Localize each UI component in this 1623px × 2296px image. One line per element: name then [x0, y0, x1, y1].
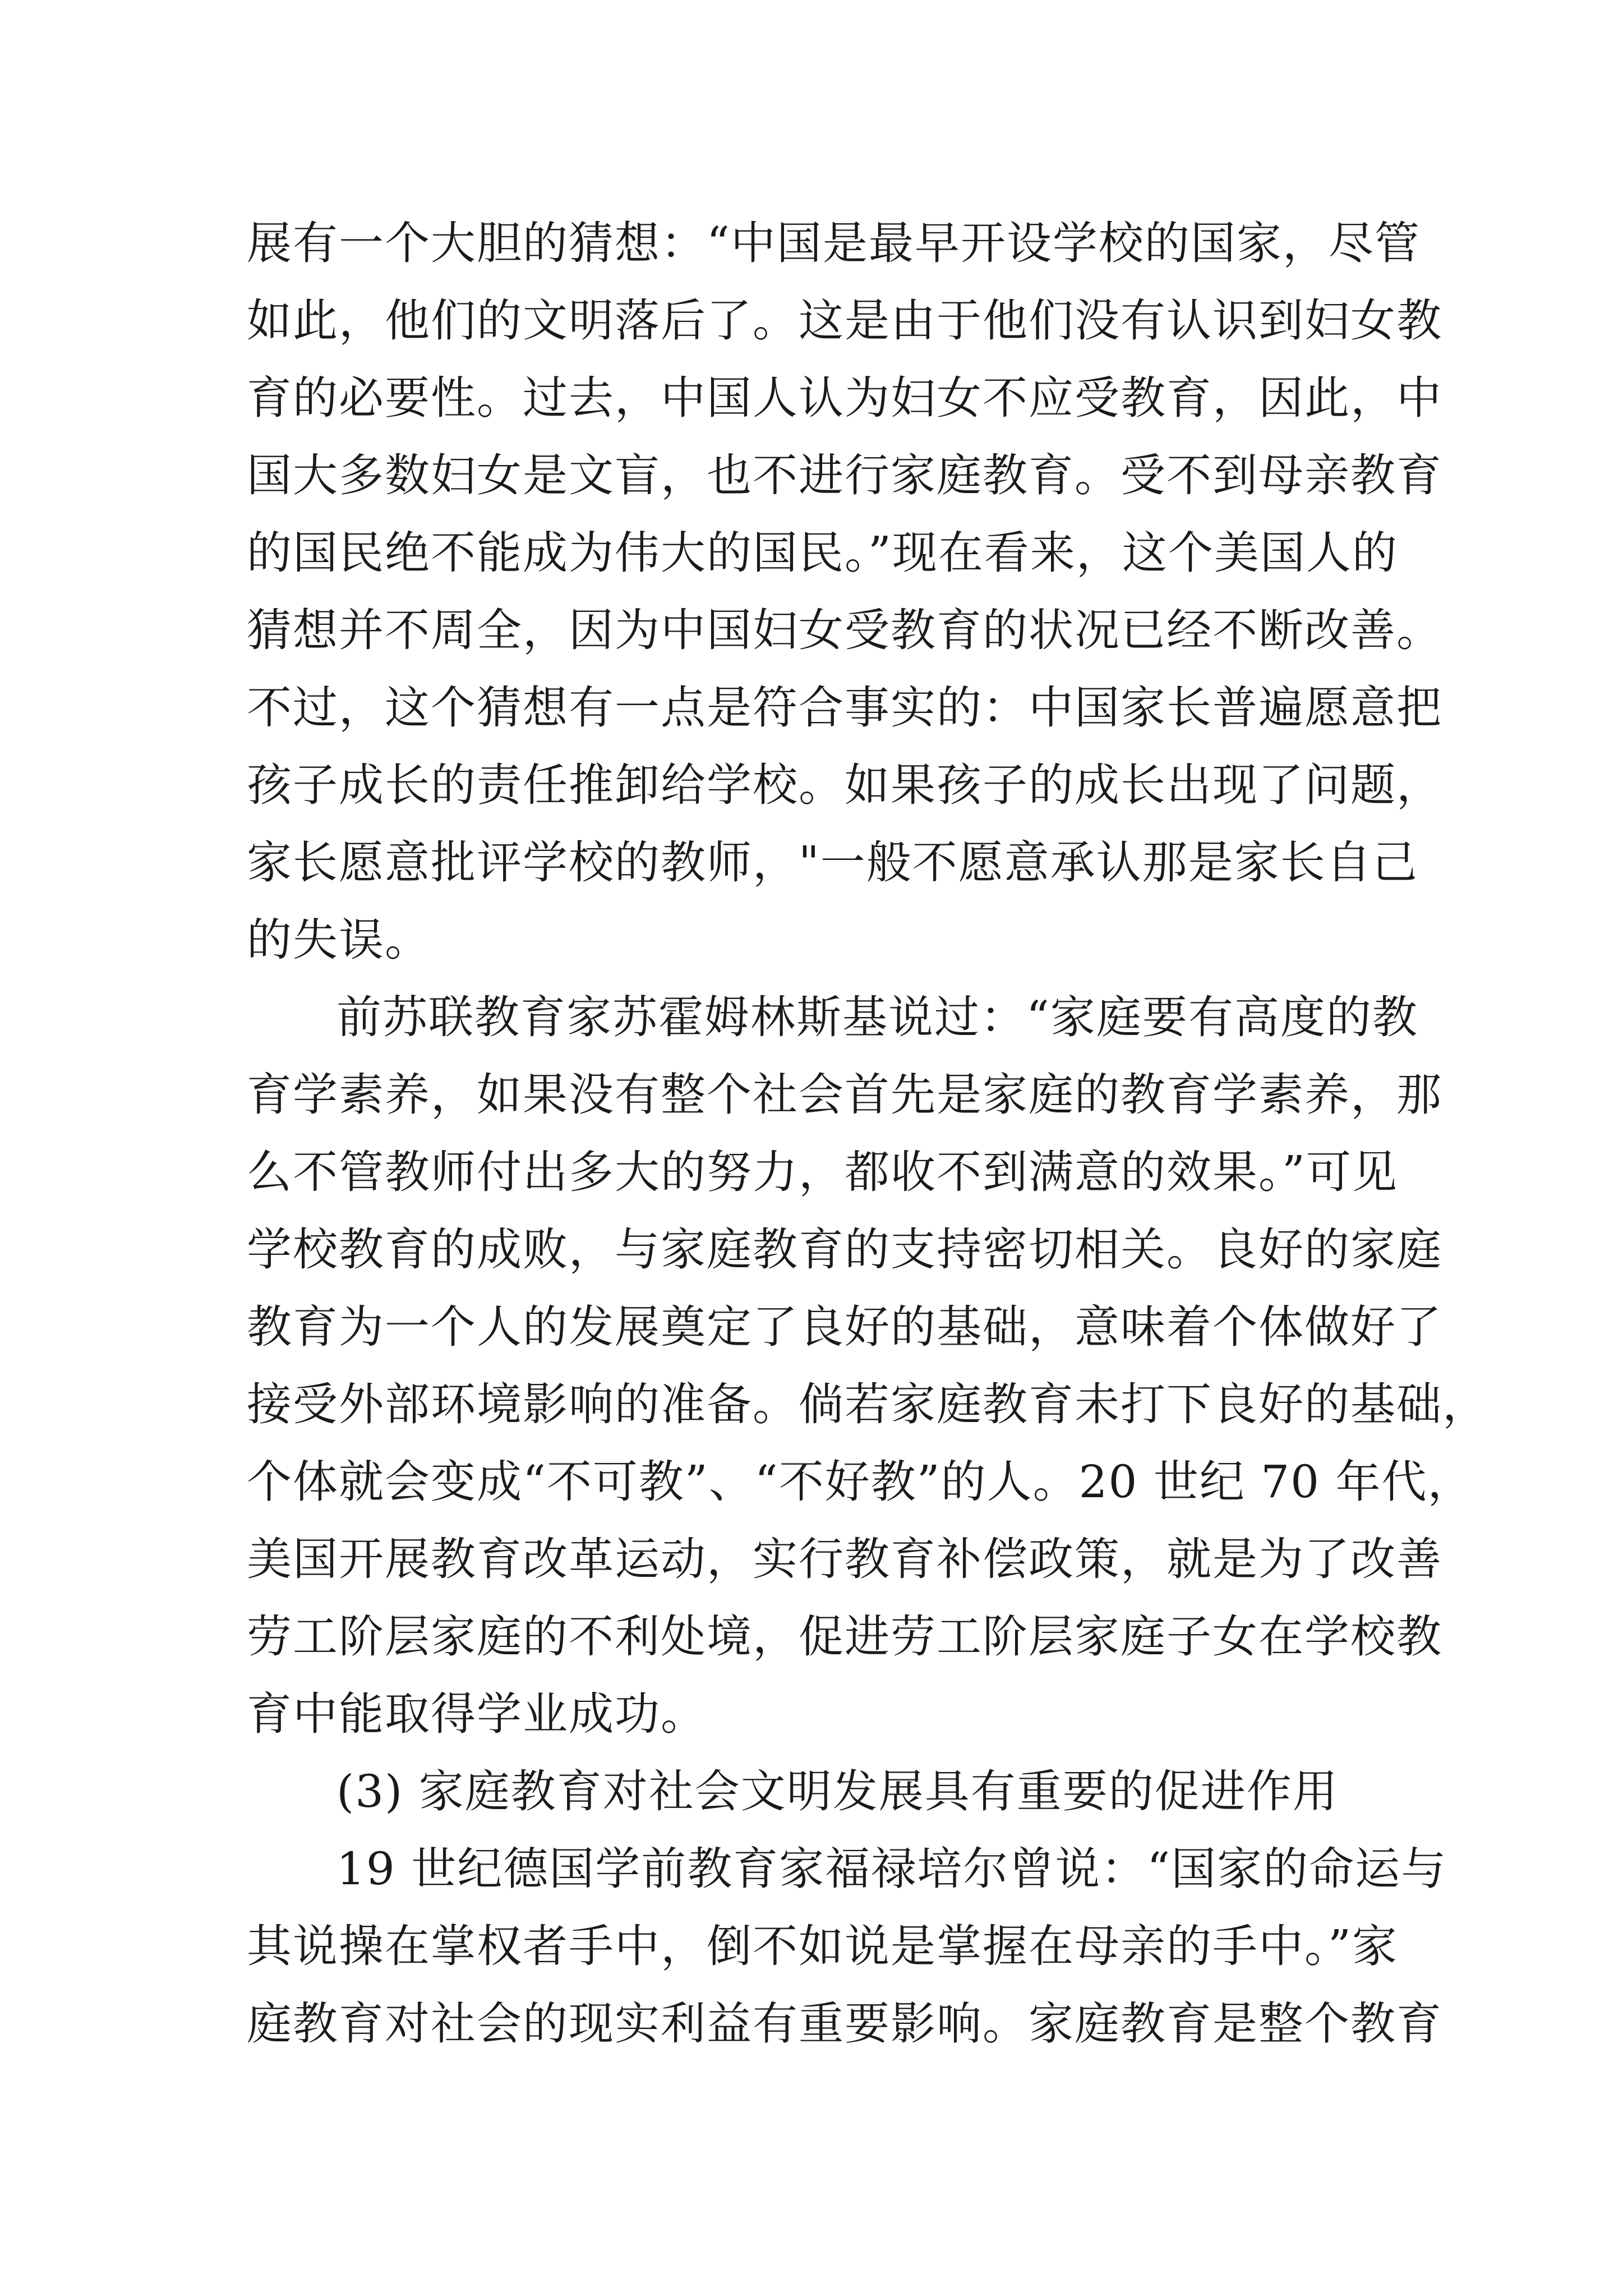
text-line: 教育为一个人的发展奠定了良好的基础，意味着个体做好了	[247, 1301, 1442, 1353]
paragraph-first-line: 19 世纪德国学前教育家福禄培尔曾说：“国家的命运与	[336, 1843, 1447, 1895]
text-line: 育的必要性。过去，中国人认为妇女不应受教育，因此，中	[247, 372, 1442, 424]
text-line: 家长愿意批评学校的教师，"一般不愿意承认那是家长自己	[247, 836, 1418, 889]
text-line: 学校教育的成败，与家庭教育的支持密切相关。良好的家庭	[247, 1223, 1442, 1276]
text-line: 育学素养，如果没有整个社会首先是家庭的教育学素养，那	[247, 1069, 1442, 1121]
text-line: 劳工阶层家庭的不利处境，促进劳工阶层家庭子女在学校教	[247, 1611, 1442, 1663]
text-line: 么不管教师付出多大的努力，都收不到满意的效果。”可见	[247, 1146, 1398, 1198]
paragraph-first-line: 前苏联教育家苏霍姆林斯基说过：“家庭要有高度的教	[336, 991, 1418, 1043]
text-line: 不过，这个猜想有一点是符合事实的：中国家长普遍愿意把	[247, 682, 1442, 734]
body-text	[247, 205, 1488, 2063]
text-line: 孩子成长的责任推卸给学校。如果孩子的成长出现了问题，	[247, 759, 1442, 811]
text-line: 的失误。	[247, 914, 431, 966]
text-line: 的国民绝不能成为伟大的国民。”现在看来，这个美国人的	[247, 527, 1398, 579]
text-line: 个体就会变成“不可教”、“不好教”的人。20 世纪 70 年代，	[247, 1456, 1474, 1508]
paragraph-first-line: (3) 家庭教育对社会文明发展具有重要的促进作用	[336, 1765, 1339, 1818]
text-line: 其说操在掌权者手中，倒不如说是掌握在母亲的手中。”家	[247, 1920, 1398, 1972]
text-line: 庭教育对社会的现实利益有重要影响。家庭教育是整个教育	[247, 1998, 1442, 2050]
text-line: 国大多数妇女是文盲，也不进行家庭教育。受不到母亲教育	[247, 449, 1442, 501]
text-line: 育中能取得学业成功。	[247, 1688, 707, 1740]
text-line: 猜想并不周全，因为中国妇女受教育的状况已经不断改善。	[247, 604, 1442, 656]
text-line: 如此，他们的文明落后了。这是由于他们没有认识到妇女教	[247, 295, 1442, 347]
text-line: 接受外部环境影响的准备。倘若家庭教育未打下良好的基础，	[247, 1378, 1488, 1430]
text-line: 展有一个大胆的猜想：“中国是最早开设学校的国家，尽管	[247, 217, 1421, 269]
text-line: 美国开展教育改革运动，实行教育补偿政策，就是为了改善	[247, 1533, 1442, 1585]
